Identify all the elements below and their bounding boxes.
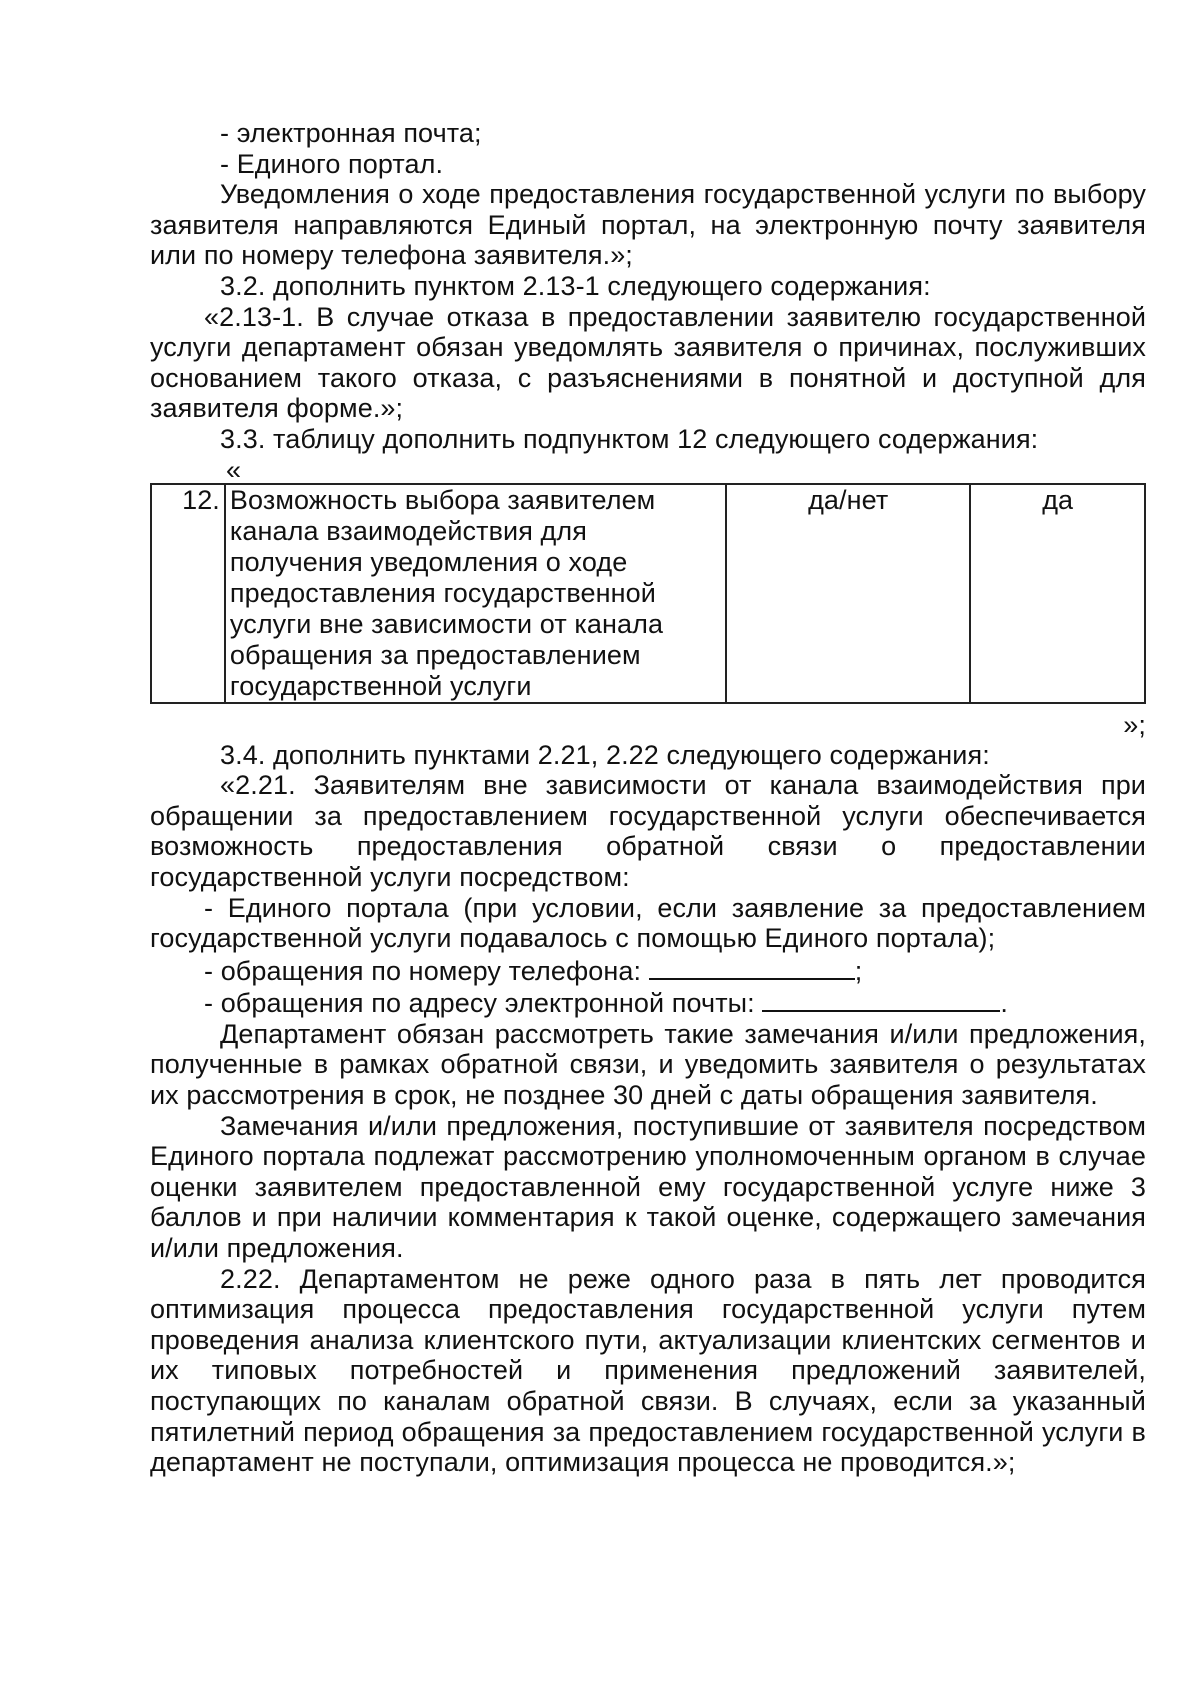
paragraph-notice: Уведомления о ходе предоставления государственной услуги по выбору заявителя направляются Единый портал, на электронную почту заявителя или по номеру телефона заявителя.»; (150, 179, 1146, 271)
email-blank (762, 986, 1000, 1012)
paragraph-3-3: 3.3. таблицу дополнить подпунктом 12 следующего содержания: (220, 423, 1039, 454)
list-item-email: - электронная почта; (220, 118, 482, 148)
paragraph-2-13-1: «2.13-1. В случае отказа в предоставлении заявителю государственной услуги департамент обязан уведомлять заявителя о причинах, послуживших основанием такого отказа, с разъяснениями в понятной и доступной для заявителя форме.»; (150, 301, 1146, 424)
email-label: - обращения по адресу электронной почты: (204, 988, 755, 1019)
paragraph-2-21: «2.21. Заявителям вне зависимости от канала взаимодействия при обращении за предоставлением государственной услуги обеспечивается возможность предоставления обратной связи о предоставлении государственной услуги посредством: (150, 770, 1146, 892)
paragraph-department: Департамент обязан рассмотреть такие замечания и/или предложения, полученные в рамках обратной связи, и уведомить заявителя о результатах их рассмотрения в срок, не позднее 30 дней с даты обращения заявителя. (150, 1018, 1146, 1111)
row-unit: да/нет (726, 484, 970, 703)
list-item-portal-feedback: - Единого портала (при условии, если заявление за предоставлением государственной услуги подавалось с помощью Единого портала); (150, 892, 1146, 954)
phone-end: ; (854, 955, 863, 986)
paragraph-3-4: 3.4. дополнить пунктами 2.21, 2.22 следующего содержания: (220, 739, 990, 770)
paragraph-remarks: Замечания и/или предложения, поступившие от заявителя посредством Единого портала подлежат рассмотрению уполномоченным органом в случае оценки заявителем предоставленной ему государственной услуге ниже 3 баллов и при наличии комментария к такой оценке, содержащего замечания и/или предложения. (150, 1110, 1146, 1264)
row-description: Возможность выбора заявителем канала взаимодействия для получения уведомления о ходе предоставления государственной услуги вне зависимости от канала обращения за предоставлением государственной услуги (225, 484, 726, 703)
table-row (151, 484, 1145, 703)
paragraph-3-2: 3.2. дополнить пунктом 2.13-1 следующего содержания: (220, 270, 931, 301)
requirements-table (150, 483, 1146, 704)
quote-close-mark: »; (1123, 709, 1146, 740)
email-end: . (1000, 988, 1008, 1019)
paragraph-2-22: 2.22. Департаментом не реже одного раза в пять лет проводится оптимизация процесса предоставления государственной услуги путем проведения анализа клиентского пути, актуализации клиентских сегментов и их типовых потребностей и применения предложений заявителей, поступающих по каналам обратной связи. В случаях, если за указанный пятилетний период обращения за предоставлением государственной услуги в департамент не поступали, оптимизация процесса не проводится.»; (150, 1263, 1146, 1478)
phone-label: - обращения по номеру телефона: (204, 955, 642, 986)
list-item-email-feedback (150, 986, 1146, 1019)
list-item-phone (150, 954, 1146, 987)
document-page (150, 118, 1146, 1478)
row-value: да (970, 484, 1145, 703)
list-item-portal: - Единого портал. (220, 148, 444, 179)
quote-open-mark: « (226, 454, 242, 485)
row-number: 12. (151, 484, 225, 703)
phone-blank (649, 954, 855, 980)
